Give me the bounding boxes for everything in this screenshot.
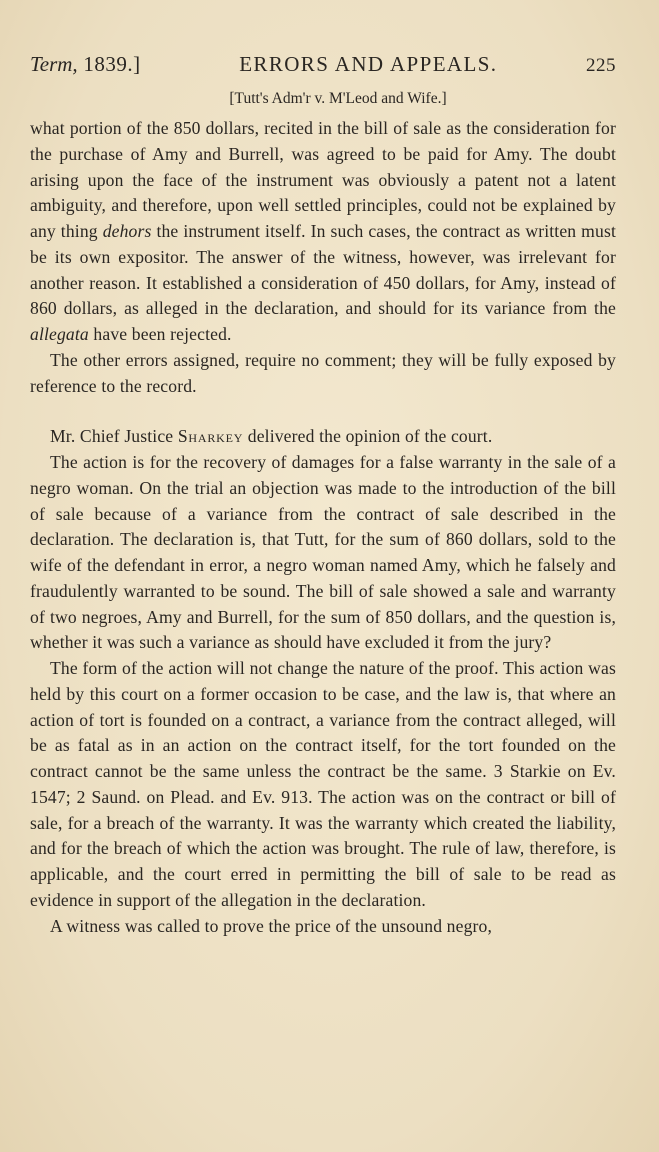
paragraph-3-part-b: delivered the opinion of the court.	[243, 426, 493, 447]
term-year: 1839.]	[77, 52, 141, 76]
italic-allegata: allegata	[30, 324, 89, 344]
case-caption: [Tutt's Adm'r v. M'Leod and Wife.]	[229, 90, 447, 107]
paragraph-1-part-a: what portion of the 850 dollars, recited in the bill of sale as the consideration for the purchase of Amy and Burrell, was agreed to be paid for Amy. The doubt arising upon the face of the instrument was obviously a patent not a latent ambiguity, and therefore, upon well settled principles, could not be explained by any thing	[30, 118, 616, 241]
running-head-term	[30, 52, 141, 77]
paragraph-1	[30, 116, 616, 348]
paragraph-3-part-a: Mr. Chief Justice	[50, 426, 178, 447]
body-text	[30, 116, 616, 939]
paragraph-4: The action is for the recovery of damages for a false warranty in the sale of a negro woman. On the trial an objection was made to the introduction of the bill of sale because of a variance from the contract of sale described in the declaration. The declaration is, that Tutt, for the sum of 860 dollars, sold to the wife of the defendant in error, a negro woman named Amy, which he falsely and fraudulently warranted to be sound. The bill of sale showed a sale and warranty of two negroes, Amy and Burrell, for the sum of 850 dollars, and the question is, whether it was such a variance as should have excluded it from the jury?	[30, 452, 616, 653]
running-head	[30, 52, 616, 84]
page-number: 225	[585, 55, 616, 76]
running-head-title: ERRORS AND APPEALS.	[239, 52, 498, 76]
paragraph-5: The form of the action will not change the nature of the proof. This action was held by this court on a former occasion to be case, and the law is, that where an action of tort is founded on a contract, a variance from the contract alleged, will be as fatal as in an action on the contract itself, for the tort founded on the contract cannot be the same unless the contract be the same. 3 Starkie on Ev. 1547; 2 Saund. on Plead. and Ev. 913. The action was on the contract or bill of sale, for a breach of the warranty. It was the warranty which created the liability, and for the breach of which the action was brought. The rule of law, therefore, is applicable, and the court erred in permitting the bill of sale to be read as evidence in support of the allegation in the declaration.	[30, 658, 616, 910]
paragraph-1-part-b: the instrument itself. In such cases, the contract as written must be its own expositor. The answer of the witness, however, was irrelevant for another reason. It established a consideration of 450 dollars, for Amy, instead of 860 dollars, as alleged in the declaration, and should for its variance from the	[30, 221, 616, 319]
paragraph-1-part-c: have been rejected.	[88, 324, 232, 344]
page	[30, 52, 616, 939]
paragraph-2: The other errors assigned, require no comment; they will be fully exposed by reference to the record.	[30, 349, 616, 396]
justice-name: Sharkey	[177, 426, 244, 447]
term-italic: Term,	[30, 52, 78, 76]
section-gap	[30, 399, 616, 424]
paragraph-6: A witness was called to prove the price of the unsound negro,	[50, 915, 493, 936]
paragraph-3	[30, 424, 616, 450]
italic-dehors: dehors	[102, 221, 152, 241]
